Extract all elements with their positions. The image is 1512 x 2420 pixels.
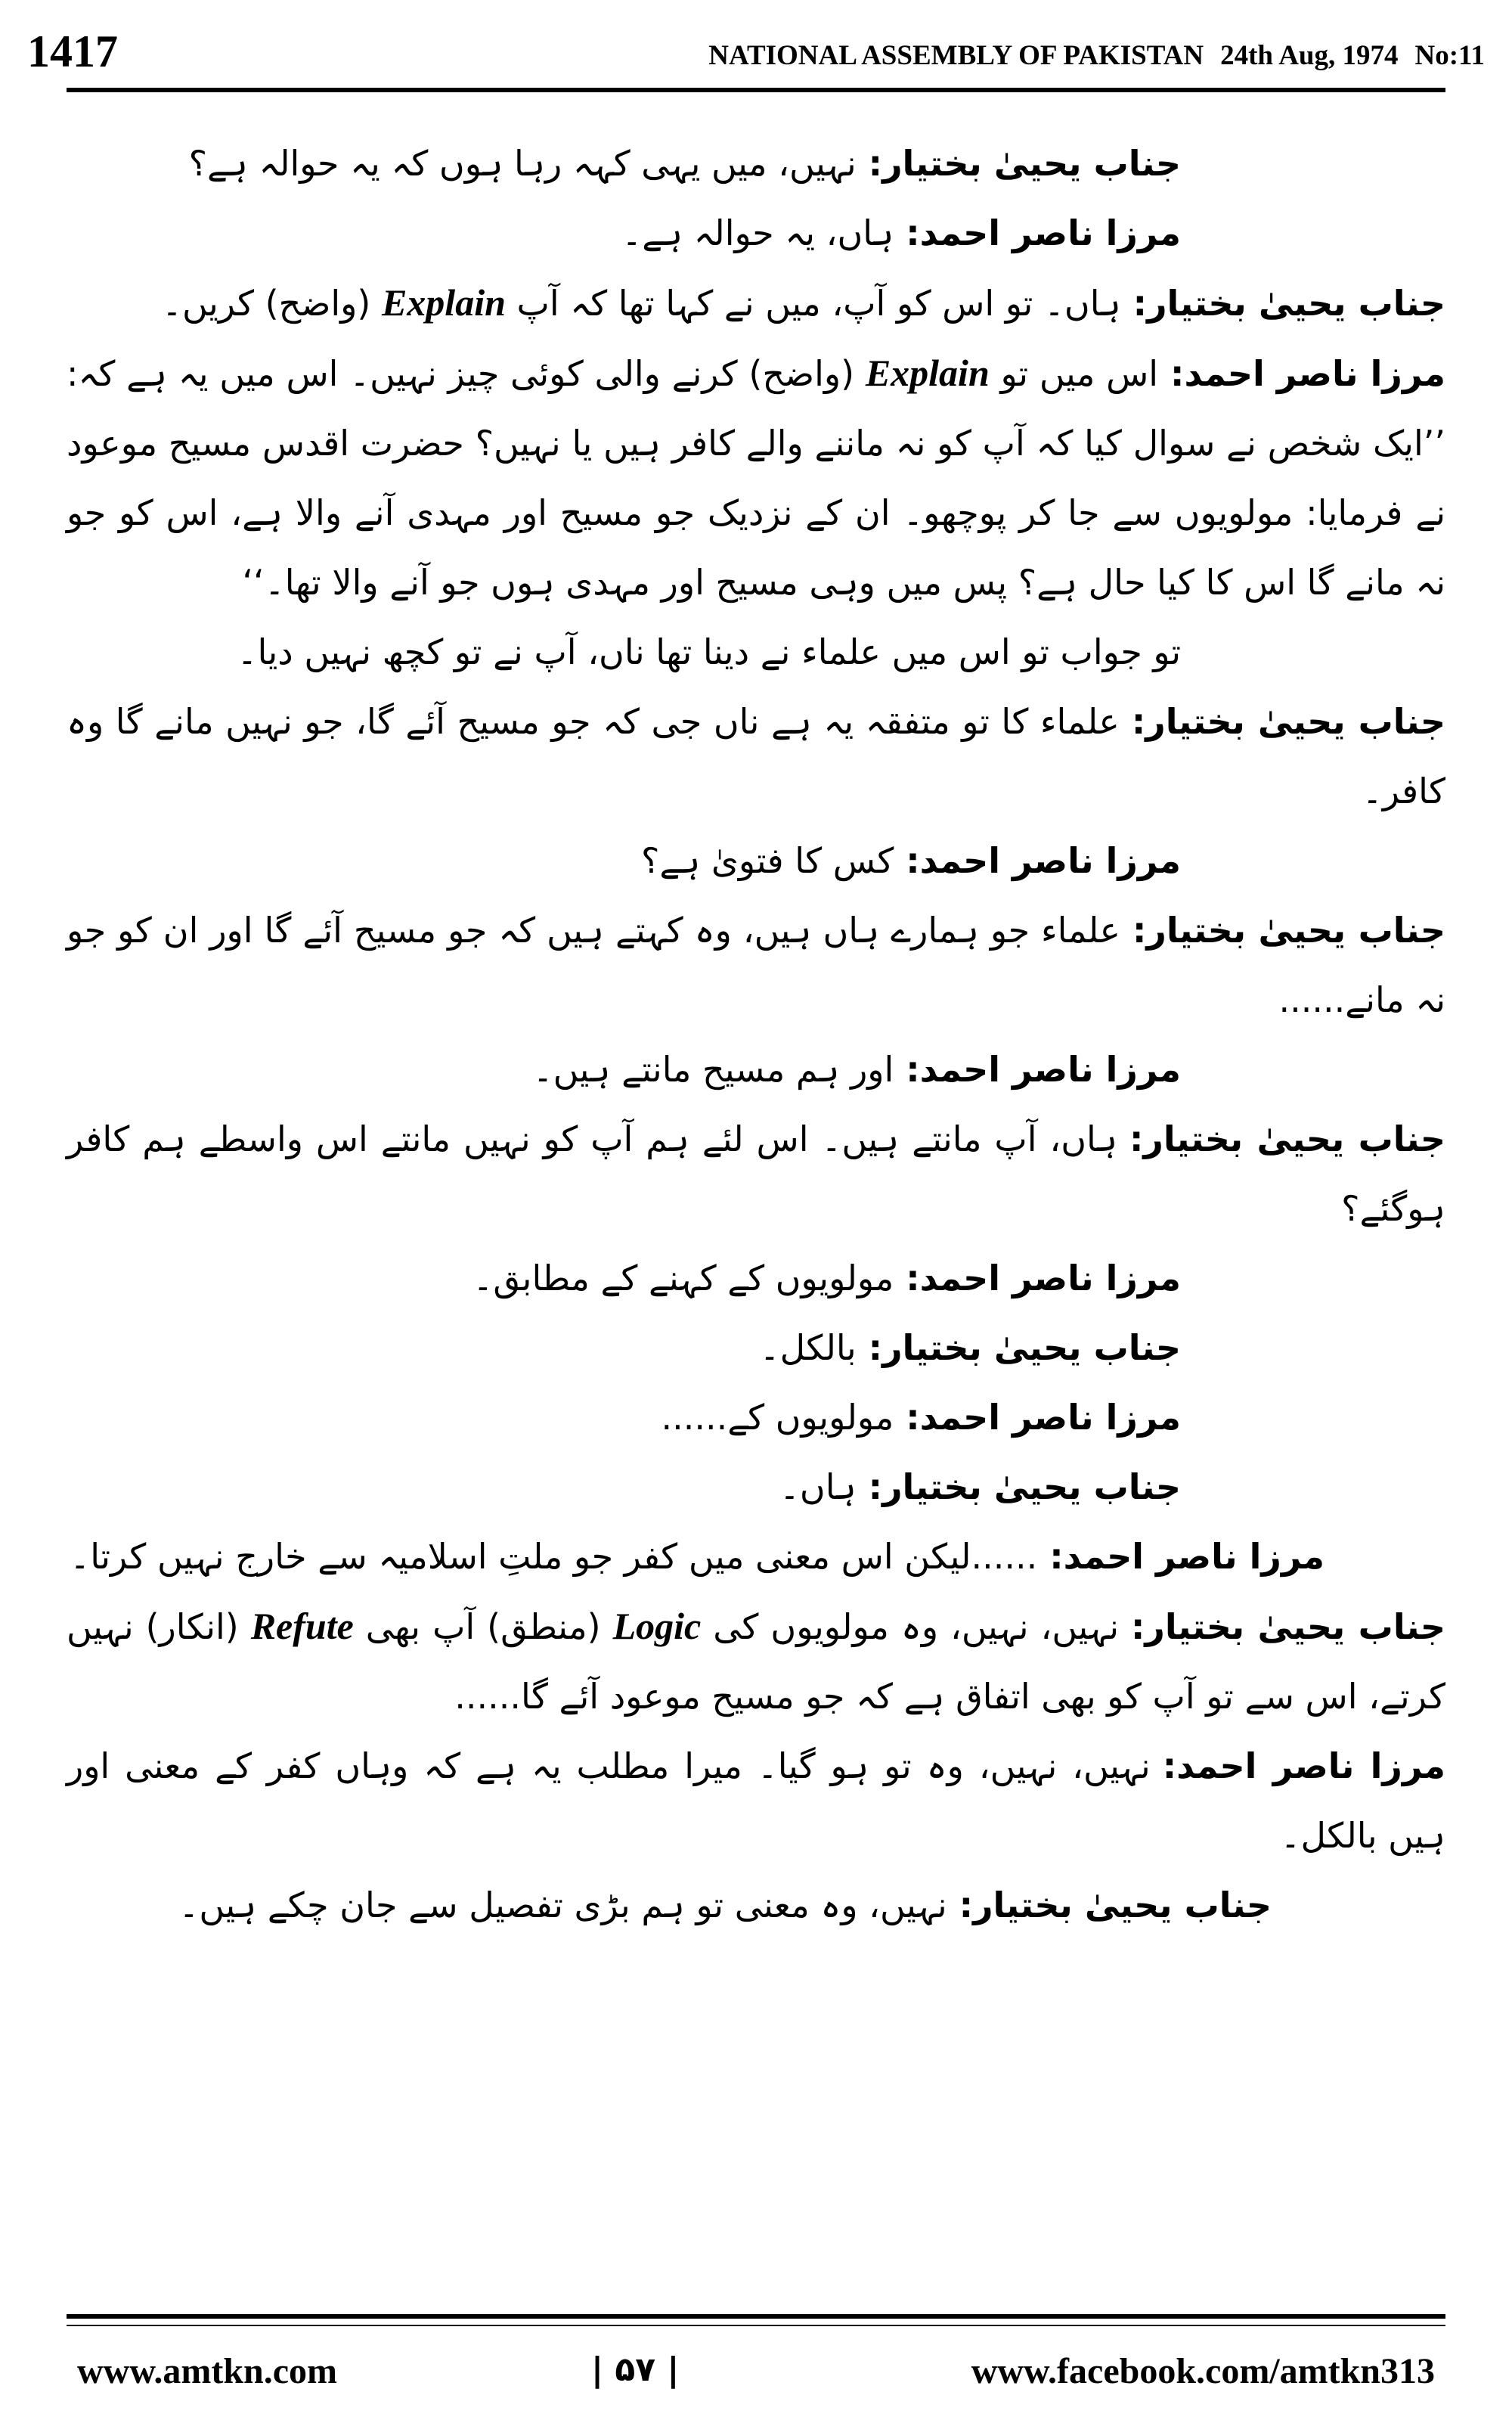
dialogue-turn <box>67 1591 1445 1731</box>
speaker-mirza-nasir-ahmad: مرزا ناصر احمد: <box>906 1258 1181 1298</box>
dialogue-text: (واضح) کرنے والی کوئی چیز نہیں۔ اس میں یہ ہے کہ: ’’ایک شخص نے سوال کیا کہ آپ کو نہ ماننے والے کافر ہیں یا نہیں؟ حضرت اقدس مسیح موعود نے فرمایا: مولویوں سے جا کر پوچھو۔ ان کے نزدیک جو مسیح اور مہدی آنے والا ہے، اس کو جو نہ مانے گا اس کا کیا حال ہے؟ پس میں وہی مسیح اور مہدی ہوں جو آنے والا تھا۔‘‘ <box>67 353 1445 603</box>
dialogue-turn <box>67 338 1445 617</box>
dialogue-text: ......لیکن اس معنی میں کفر جو ملتِ اسلامیہ سے خارج نہیں کرتا۔ <box>70 1536 1038 1577</box>
dialogue-text: (منطق) آپ بھی <box>365 1606 601 1647</box>
speaker-yahya-bakhtiar: جناب یحییٰ بختیار: <box>1129 1118 1445 1159</box>
dialogue-turn <box>67 1035 1445 1104</box>
speaker-yahya-bakhtiar: جناب یحییٰ بختیار: <box>868 143 1181 184</box>
running-header <box>692 39 1485 72</box>
speaker-mirza-nasir-ahmad: مرزا ناصر احمد: <box>906 213 1181 253</box>
dialogue-text: علماء کا تو متفقہ یہ ہے ناں جی کہ جو مسیح آئے گا، جو نہیں مانے گا وہ کافر۔ <box>67 701 1445 811</box>
dialogue-continuation <box>67 617 1445 687</box>
speaker-mirza-nasir-ahmad: مرزا ناصر احمد: <box>906 840 1181 881</box>
dialogue-text: نہیں، نہیں، وہ تو ہو گیا۔ میرا مطلب یہ ہے کہ وہاں کفر کے معنی اور ہیں بالکل۔ <box>67 1745 1445 1856</box>
page-marker: | ۵۷ | <box>591 2350 680 2389</box>
dialogue-text: علماء جو ہمارے ہاں ہیں، وہ کہتے ہیں کہ جو مسیح آئے گا اور ان کو جو نہ مانے...... <box>67 910 1445 1020</box>
speaker-yahya-bakhtiar: جناب یحییٰ بختیار: <box>959 1885 1272 1925</box>
page-number: 1417 <box>27 26 118 76</box>
dialogue-text: ہاں، آپ مانتے ہیں۔ اس لئے ہم آپ کو نہیں مانتے اس واسطے ہم کافر ہوگئے؟ <box>67 1118 1445 1229</box>
dialogue-text: کس کا فتویٰ ہے؟ <box>640 840 894 881</box>
session-date: 24th Aug, 1974 <box>1220 40 1399 71</box>
dialogue-turn <box>67 1243 1445 1313</box>
header-rule <box>67 88 1445 92</box>
dialogue-turn <box>67 1870 1445 1940</box>
dialogue-text: بالکل۔ <box>759 1327 857 1368</box>
speaker-yahya-bakhtiar: جناب یحییٰ بختیار: <box>1131 1606 1446 1647</box>
page-header <box>23 23 1489 83</box>
dialogue-text: نہیں، میں یہی کہہ رہا ہوں کہ یہ حوالہ ہے؟ <box>188 143 857 184</box>
speaker-yahya-bakhtiar: جناب یحییٰ بختیار: <box>868 1466 1181 1507</box>
dialogue-text: (انکار) نہیں کرتے، اس سے تو آپ کو بھی اتفاق ہے کہ جو مسیح موعود آئے گا...... <box>67 1606 1445 1717</box>
dialogue-text: ہاں، یہ حوالہ ہے۔ <box>621 213 894 253</box>
dialogue-turn <box>67 1522 1445 1591</box>
dialogue-turn <box>67 1731 1445 1870</box>
dialogue-text: مولویوں کے کہنے کے مطابق۔ <box>472 1258 894 1298</box>
transcript-body <box>67 129 1445 1940</box>
dialogue-text: تو جواب تو اس میں علماء نے دینا تھا ناں، آپ نے تو کچھ نہیں دیا۔ <box>237 631 1181 672</box>
dialogue-turn <box>67 1313 1445 1382</box>
dialogue-text: مولویوں کے...... <box>661 1397 894 1438</box>
speaker-mirza-nasir-ahmad: مرزا ناصر احمد: <box>1162 1745 1446 1786</box>
english-term: Explain <box>865 352 990 394</box>
speaker-yahya-bakhtiar: جناب یحییٰ بختیار: <box>868 1327 1181 1368</box>
english-term: Logic <box>612 1605 702 1647</box>
dialogue-turn <box>67 826 1445 895</box>
issue-number: No:11 <box>1414 40 1485 71</box>
english-term: Explain <box>381 281 506 324</box>
website-link: www.amtkn.com <box>77 2351 337 2391</box>
english-term: Refute <box>250 1605 354 1647</box>
dialogue-text: نہیں، وہ معنی تو ہم بڑی تفصیل سے جان چکے ہیں۔ <box>178 1885 947 1925</box>
speaker-yahya-bakhtiar: جناب یحییٰ بختیار: <box>1132 910 1445 951</box>
dialogue-text: ہاں۔ <box>779 1466 857 1507</box>
dialogue-turn <box>67 1452 1445 1522</box>
speaker-yahya-bakhtiar: جناب یحییٰ بختیار: <box>1131 701 1446 742</box>
dialogue-turn <box>67 687 1445 826</box>
dialogue-text: ہاں۔ تو اس کو آپ، میں نے کہا تھا کہ آپ <box>516 283 1121 324</box>
dialogue-text: نہیں، نہیں، وہ مولویوں کی <box>713 1606 1120 1647</box>
speaker-mirza-nasir-ahmad: مرزا ناصر احمد: <box>906 1049 1181 1090</box>
dialogue-turn <box>67 895 1445 1035</box>
speaker-mirza-nasir-ahmad: مرزا ناصر احمد: <box>906 1397 1181 1438</box>
facebook-link: www.facebook.com/amtkn313 <box>971 2351 1435 2391</box>
speaker-mirza-nasir-ahmad: مرزا ناصر احمد: <box>1049 1536 1325 1577</box>
dialogue-text: (واضح) کریں۔ <box>162 283 371 324</box>
dialogue-turn <box>67 268 1445 338</box>
dialogue-text: اور ہم مسیح مانتے ہیں۔ <box>532 1049 894 1090</box>
speaker-mirza-nasir-ahmad: مرزا ناصر احمد: <box>1170 353 1446 394</box>
dialogue-turn <box>67 1382 1445 1452</box>
footer-rule-thin <box>67 2325 1445 2326</box>
dialogue-text: اس میں تو <box>1000 353 1159 394</box>
footer-rule-thick <box>67 2314 1445 2319</box>
dialogue-turn <box>67 198 1445 268</box>
dialogue-turn <box>67 129 1445 198</box>
dialogue-turn <box>67 1104 1445 1243</box>
publication-title: NATIONAL ASSEMBLY OF PAKISTAN <box>708 40 1204 71</box>
speaker-yahya-bakhtiar: جناب یحییٰ بختیار: <box>1132 283 1445 324</box>
